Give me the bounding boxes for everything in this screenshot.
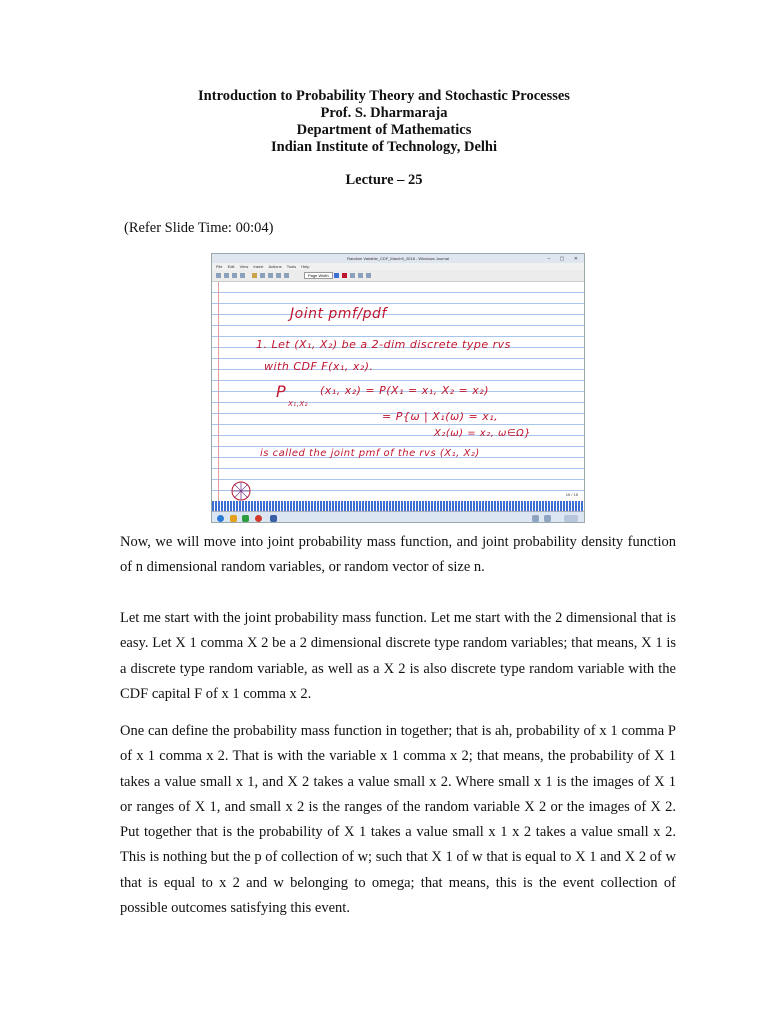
slide-window-titlebar xyxy=(212,254,584,263)
toolbar-icon xyxy=(216,273,221,278)
tray-icon xyxy=(544,515,551,522)
media-icon xyxy=(242,515,249,522)
handwritten-line: X₂(ω) = x₂, ω∈Ω} xyxy=(434,428,532,439)
handwritten-line: 1. Let (X₁, X₂) be a 2-dim discrete type rvs xyxy=(256,338,511,351)
margin-line xyxy=(218,282,219,501)
toolbar-icon xyxy=(252,273,257,278)
explorer-icon xyxy=(230,515,237,522)
compass-icon xyxy=(230,480,252,502)
hand-icon xyxy=(366,273,371,278)
journal-icon xyxy=(270,515,277,522)
window-controls-icon: – ▢ ✕ xyxy=(547,256,582,262)
windows-taskbar xyxy=(212,511,584,523)
menu-help: Help xyxy=(301,264,310,269)
handwritten-line: (x₁, x₂) = P(X₁ = x₁, X₂ = x₂) xyxy=(320,384,489,397)
toolbar-icon xyxy=(224,273,229,278)
toolbar-icon xyxy=(232,273,237,278)
handwritten-line: with CDF F(x₁, x₂). xyxy=(264,360,374,373)
ruled-notepaper xyxy=(212,282,584,501)
department-name: Department of Mathematics xyxy=(296,122,472,138)
start-icon xyxy=(217,515,224,522)
clock-icon xyxy=(564,515,578,522)
handwritten-line: is called the joint pmf of the rvs (X₁, X₂) xyxy=(260,448,480,459)
toolbar-icon xyxy=(284,273,289,278)
toolbar-icon xyxy=(260,273,265,278)
tray-icon xyxy=(532,515,539,522)
slide-menubar xyxy=(212,263,584,270)
paragraph: Now, we will move into joint probability mass function, and joint probability density function of n dimensional random variables, or random vector of size n. xyxy=(120,534,676,576)
slide-screenshot xyxy=(211,253,585,523)
paragraph: Let me start with the joint probability mass function. Let me start with the 2 dimensional that is easy. Let X 1 comma X 2 be a 2 dimensional discrete type random variables; that means, X 1 is a discrete type random variable, as well as a X 2 is also discrete type random variable with the CDF capital F of x 1 comma x 2. xyxy=(120,610,676,702)
menu-insert: Insert xyxy=(253,264,264,269)
document-header xyxy=(0,88,768,156)
menu-edit: Edit xyxy=(227,264,235,269)
page-counter: 15 / 15 xyxy=(565,492,578,497)
page-strip xyxy=(212,501,584,511)
handwritten-subscript: X₁,X₂ xyxy=(288,400,308,408)
slide-time-reference: (Refer Slide Time: 00:04) xyxy=(124,220,274,236)
slide-toolbar xyxy=(212,270,584,282)
toolbar-icon xyxy=(240,273,245,278)
lecture-number: Lecture – 25 xyxy=(345,172,423,188)
chrome-icon xyxy=(255,515,262,522)
institute-name: Indian Institute of Technology, Delhi xyxy=(270,139,498,155)
slide-window-title: Random Variable_CDF_March9_2018 - Windows Journal xyxy=(347,256,449,261)
highlighter-icon xyxy=(342,273,347,278)
handwritten-line: = P{ω | X₁(ω) = x₁, xyxy=(382,410,499,423)
menu-file: File xyxy=(216,264,223,269)
course-title: Introduction to Probability Theory and Stochastic Processes xyxy=(198,88,570,104)
eraser-icon xyxy=(350,273,355,278)
page-width-select: Page Width xyxy=(304,272,333,279)
pen-icon xyxy=(334,273,339,278)
toolbar-icon xyxy=(276,273,281,278)
handwritten-symbol: P xyxy=(276,382,287,401)
select-icon xyxy=(358,273,363,278)
menu-actions: Actions xyxy=(268,264,282,269)
menu-view: View xyxy=(239,264,249,269)
menu-tools: Tools xyxy=(286,264,297,269)
toolbar-icon xyxy=(268,273,273,278)
handwritten-heading: Joint pmf/pdf xyxy=(290,306,387,322)
paragraph: One can define the probability mass function in together; that is ah, probability of x 1 comma P of x 1 comma x 2. That is with the variable x 1 comma x 2; that means, the probability of X 1 takes a value small x 1, and X 2 takes a value small x 2. Where small x 1 is the images of X 1 or ranges of X 1, and small x 2 is the ranges of the random variable X 2 or the images of X 2. Put together that is the probability of X 1 takes a value small x 1 x 2 takes a value small x 2. This is nothing but the p of collection of w; such that X 1 of w that is equal to X 1 and X 2 of w that is equal to x 2 and w belonging to omega; that means, this is the event collection of possible outcomes satisfying this event. xyxy=(120,723,676,917)
professor-name: Prof. S. Dharmaraja xyxy=(320,105,448,121)
